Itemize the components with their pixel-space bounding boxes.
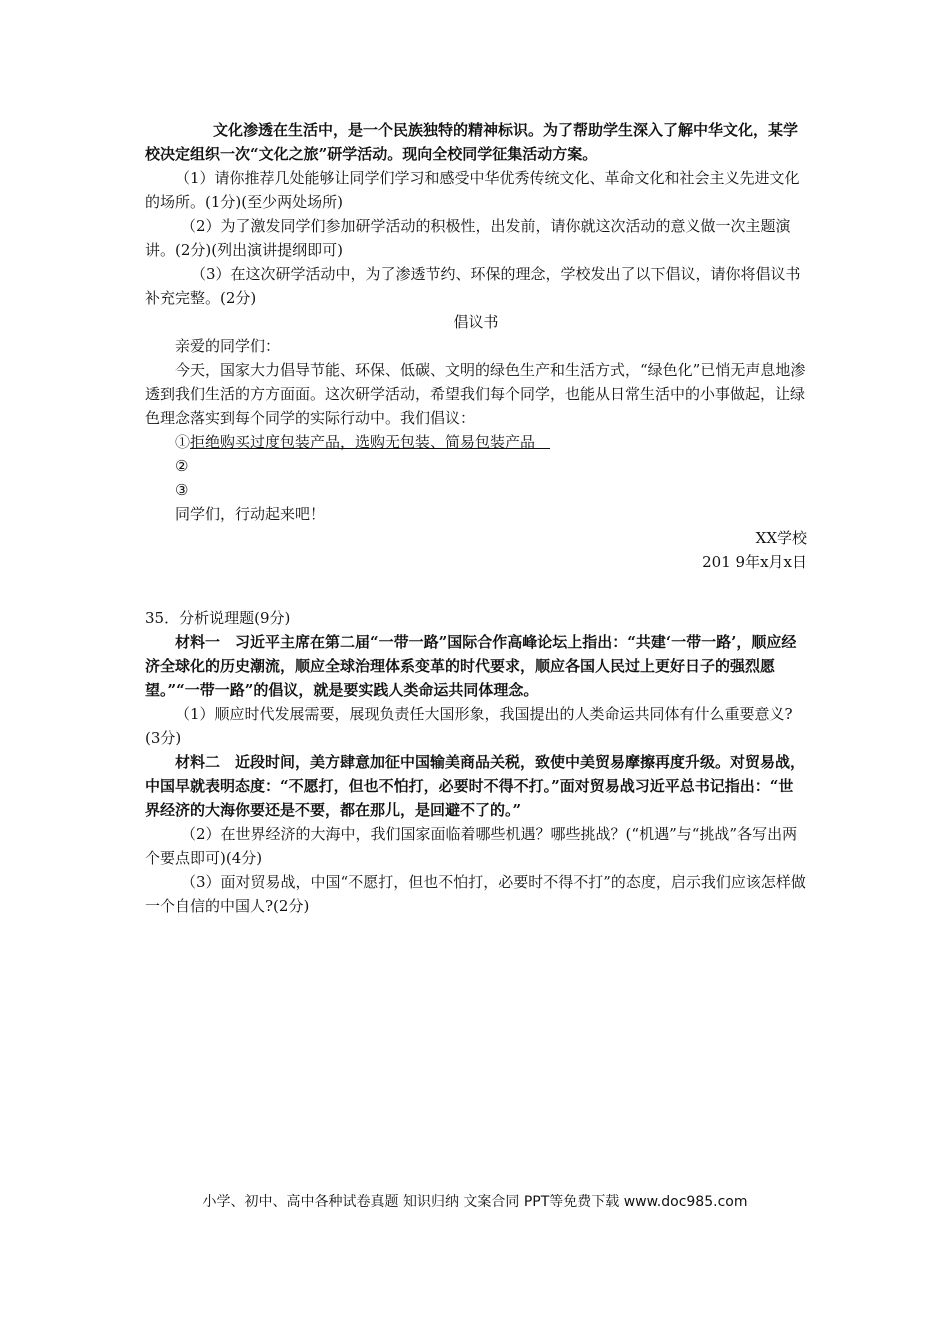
letter-greeting: 亲爱的同学们：	[175, 337, 281, 355]
letter-item-1	[145, 430, 807, 454]
letter-date: 201 9年x月x日	[702, 553, 807, 571]
section35-material-2: 材料二 近段时间，美方肆意加征中国输美商品关税，致使中美贸易摩擦再度升级。对贸易战，中国早就表明态度：“不愿打，但也不怕打，必要时不得不打。”面对贸易战习近平总书记指出：“世界经济的大海你要还是不要，都在那儿，是回避不了的。”	[145, 753, 806, 819]
letter-title: 倡议书	[453, 313, 499, 331]
letter-closing: 同学们，行动起来吧！	[175, 505, 326, 523]
letter-item-2: ②	[175, 457, 189, 475]
section-gap	[145, 574, 807, 606]
letter-body: 今天，国家大力倡导节能、环保、低碳、文明的绿色生产和生活方式，“绿色化”已悄无声息地渗透到我们生活的方方面面。这次研学活动，希望我们每个同学，也能从日常生活中的小事做起，让绿色理念落实到每个同学的实际行动中。我们倡议：	[145, 361, 806, 427]
section35-question-2: （2）在世界经济的大海中，我们国家面临着哪些机遇？哪些挑战？(“机遇”与“挑战”各写出两个要点即可)(4分)	[145, 825, 798, 867]
section34-question-2: （2）为了激发同学们参加研学活动的积极性，出发前，请你就这次活动的意义做一次主题演讲。(2分)(列出演讲提纲即可)	[145, 217, 791, 259]
page-footer: 小学、初中、高中各种试卷真题 知识归纳 文案合同 PPT等免费下载 www.doc985.com	[202, 1194, 748, 1210]
letter-item-1-text: 拒绝购买过度包装产品，选购无包装、简易包装产品	[190, 433, 536, 451]
section35-material-1: 材料一 习近平主席在第二届“一带一路”国际合作高峰论坛上指出：“共建‘一带一路’，顺应经济全球化的历史潮流，顺应全球治理体系变革的时代要求，顺应各国人民过上更好日子的强烈愿望。”“一带一路”的倡议，就是要实践人类命运共同体理念。	[145, 633, 797, 699]
letter-item-1-underline-tail	[535, 433, 550, 451]
section34-intro: 文化渗透在生活中，是一个民族独特的精神标识。为了帮助学生深入了解中华文化，某学校决定组织一次“文化之旅”研学活动。现向全校同学征集活动方案。	[145, 121, 799, 163]
section34-question-3: （3）在这次研学活动中，为了渗透节约、环保的理念，学校发出了以下倡议，请你将倡议书补充完整。(2分)	[145, 265, 801, 307]
section35-question-3: （3）面对贸易战，中国“不愿打，但也不怕打，必要时不得不打”的态度，启示我们应该怎样做一个自信的中国人?(2分)	[145, 873, 806, 915]
document-content	[145, 118, 807, 918]
letter-item-1-mark: ①	[175, 433, 191, 451]
section34-question-1: （1）请你推荐几处能够让同学们学习和感受中华优秀传统文化、革命文化和社会主义先进文化的场所。(1分)(至少两处场所)	[145, 169, 800, 211]
section35-heading: 35．分析说理题(9分)	[145, 609, 291, 627]
letter-signature: XX学校	[755, 529, 807, 547]
letter-item-3: ③	[175, 481, 189, 499]
section35-question-1: （1）顺应时代发展需要，展现负责任大国形象，我国提出的人类命运共同体有什么重要意义?(3分)	[145, 705, 793, 747]
